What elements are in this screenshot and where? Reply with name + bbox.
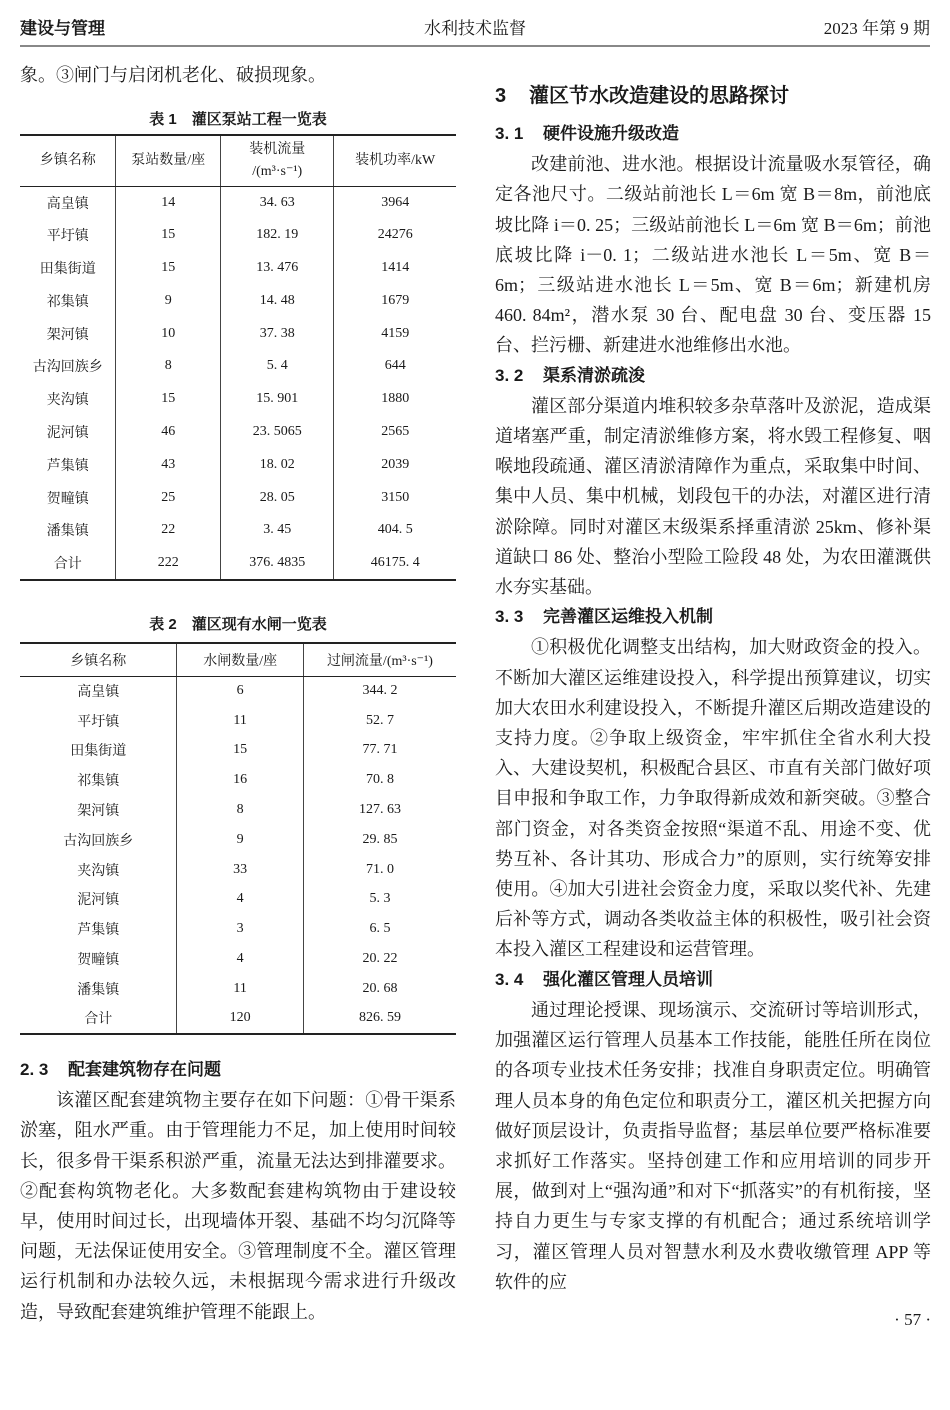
- paragraph: ①积极优化调整支出结构，加大财政资金的投入。不断加大灌区运维建设投入，科学提出预算建议，切实加大农田水利建设投入，不断提升灌区后期改造建设的支持力度。②争取上级资金，牢牢抓住全省水利大投入、大建设契机，积极配合县区、市直有关部门做好项目申报和争取工作，力争取得新成效和新突破。③整合部门资金，对各类资金按照“渠道不乱、用途不变、优势互补、各计其功、形成合力”的原则，实行统筹安排使用。④加大引进社会资金力度，采取以奖代补、先建后补等方式，调动各类收益主体的积极性，吸引社会资本投入灌区工程建设和运营管理。: [495, 637, 931, 960]
- section-number: 3. 4: [495, 969, 524, 989]
- table-cell: 1880: [334, 383, 456, 416]
- table-cell: 泥河镇: [77, 893, 120, 909]
- col-header: 过闸流量/(m³·s⁻¹): [303, 643, 456, 676]
- table-cell: 15: [116, 219, 221, 252]
- table-cell: 28. 05: [221, 481, 334, 514]
- table-cell: 43: [116, 448, 221, 481]
- table-cell: 夹沟镇: [46, 393, 89, 409]
- table-cell: 13. 476: [221, 252, 334, 285]
- table-pump-stations: [20, 134, 456, 581]
- table-cell: 344. 2: [303, 676, 456, 706]
- table-cell: 芦集镇: [46, 458, 89, 474]
- table-cell: 合计: [84, 1012, 113, 1028]
- table-cell: 24276: [334, 219, 456, 252]
- table-row: [20, 219, 456, 252]
- table-cell: 古沟回族乡: [63, 833, 134, 849]
- table-cell: 平圩镇: [46, 229, 89, 245]
- section-heading: [495, 602, 931, 632]
- table-cell: 8: [116, 350, 221, 383]
- section-title: 灌区节水改造建设的思路探讨: [529, 85, 789, 107]
- table-row: [20, 448, 456, 481]
- table-cell: 3964: [334, 186, 456, 219]
- table-row: [20, 481, 456, 514]
- col-header: 水闸数量/座: [177, 643, 303, 676]
- table-row: [20, 825, 456, 855]
- section-heading: [495, 76, 931, 116]
- table-row: [20, 416, 456, 449]
- section-title: 硬件设施升级改造: [543, 124, 679, 143]
- table-cell: 52. 7: [303, 706, 456, 736]
- section-number: 3. 2: [495, 365, 524, 385]
- table-cell: 9: [177, 825, 303, 855]
- table-cell: 34. 63: [221, 186, 334, 219]
- table-row: [20, 885, 456, 915]
- table-cell: 田集街道: [39, 261, 96, 277]
- table-cell: 15: [116, 252, 221, 285]
- table-cell: 11: [177, 974, 303, 1004]
- table-cell: 77. 71: [303, 736, 456, 766]
- table-cell: 4159: [334, 317, 456, 350]
- section-title: 渠系清淤疏浚: [543, 365, 645, 385]
- table-cell: 127. 63: [303, 795, 456, 825]
- table-cell: 8: [177, 795, 303, 825]
- table-cell: 贺疃镇: [46, 491, 89, 507]
- table2-caption: 表 2 灌区现有水闸一览表: [149, 616, 327, 633]
- page-number: · 57 ·: [894, 1309, 931, 1329]
- table-cell: 3: [177, 914, 303, 944]
- table-cell: 6: [177, 676, 303, 706]
- right-column: [495, 76, 931, 1345]
- col-header: 乡镇名称: [20, 135, 116, 186]
- table-cell: 33: [177, 855, 303, 885]
- table-cell: 高皇镇: [46, 196, 89, 212]
- table-row: [20, 1004, 456, 1034]
- section-3-1: [495, 119, 931, 361]
- table-cell: 3150: [334, 481, 456, 514]
- table-cell: 4: [177, 885, 303, 915]
- table-row: [20, 944, 456, 974]
- table-row: [20, 736, 456, 766]
- section-number: 3: [495, 85, 507, 107]
- table-cell: 2039: [334, 448, 456, 481]
- paragraph: 通过理论授课、现场演示、交流研讨等培训形式，加强灌区运行管理人员基本工作技能，能胜任所在岗位的各项专业技术任务安排；找准自身职责定位。明确管理人员本身的角色定位和职责分工，灌区机关把握方向做好顶层设计，负责指导监督；基层单位要严格标准要求抓好工作落实。坚持创建工作和应用培训的同步开展，做到对上“强沟通”和对下“抓落实”的有机衔接，坚持自力更生与专家支撑的有机配合；通过系统培训学习，灌区管理人员对智慧水利及水费收缴管理 APP 等软件的应: [495, 999, 931, 1292]
- intro-text: 象。③闸门与启闭机老化、破损现象。: [20, 65, 326, 85]
- table-cell: 20. 68: [303, 974, 456, 1004]
- section-heading: [20, 1055, 456, 1085]
- section-heading: [495, 361, 931, 391]
- table-cell: 1414: [334, 252, 456, 285]
- table-cell: 182. 19: [221, 219, 334, 252]
- table-cell: 田集街道: [70, 744, 127, 760]
- section-3-4: [495, 965, 931, 1297]
- table-cell: 29. 85: [303, 825, 456, 855]
- col-header: 泵站数量/座: [116, 135, 221, 186]
- table-cell: 15: [116, 383, 221, 416]
- table-cell: 376. 4835: [221, 547, 334, 580]
- table-row: [20, 547, 456, 580]
- table-cell: 222: [116, 547, 221, 580]
- section-title: 配套建筑物存在问题: [68, 1060, 221, 1079]
- table-cell: 贺疃镇: [77, 953, 120, 969]
- table-cell: 22: [116, 514, 221, 547]
- table-cell: 5. 3: [303, 885, 456, 915]
- table-cell: 15. 901: [221, 383, 334, 416]
- col-header-unit: /(m³·s⁻¹): [252, 163, 303, 179]
- section-heading: [495, 119, 931, 149]
- running-head-section: 建设与管理: [20, 19, 105, 38]
- section-2-3: [20, 1055, 456, 1327]
- table-cell: 25: [116, 481, 221, 514]
- table-cell: 夹沟镇: [77, 863, 120, 879]
- section-number: 3. 1: [495, 124, 524, 143]
- running-head-journal: 水利技术监督: [424, 19, 526, 38]
- table-cell: 架河镇: [77, 804, 120, 820]
- table-row: [20, 252, 456, 285]
- col-header: 乡镇名称: [20, 643, 177, 676]
- section-3-3: [495, 602, 931, 964]
- table-cell: 6. 5: [303, 914, 456, 944]
- table-cell: 15: [177, 736, 303, 766]
- table-cell: 18. 02: [221, 448, 334, 481]
- table-cell: 71. 0: [303, 855, 456, 885]
- table-cell: 古沟回族乡: [32, 360, 103, 376]
- table-cell: 10: [116, 317, 221, 350]
- table-cell: 2565: [334, 416, 456, 449]
- table-row: [20, 317, 456, 350]
- table-row: [20, 284, 456, 317]
- table-cell: 16: [177, 765, 303, 795]
- table-cell: 3. 45: [221, 514, 334, 547]
- table-cell: 祁集镇: [77, 774, 120, 790]
- col-header: 装机功率/kW: [334, 135, 456, 186]
- table-row: [20, 855, 456, 885]
- col-header-line: 装机流量: [249, 141, 306, 157]
- table-cell: 14: [116, 186, 221, 219]
- table-sluices: [20, 642, 456, 1035]
- paragraph: 改建前池、进水池。根据设计流量吸水泵管径，确定各池尺寸。二级站前池长 L＝6m 宽 B＝8m，前池底坡比降 i＝0. 25；三级站前池长 L＝6m 宽 B＝6m；前池底坡比降 i－0. 1；二级站进水池长 L＝5m、宽 B＝6m；三级站进水池长 L＝5m、宽 B＝6m；新建机房 460. 84m²，潜水泵 30 台、配电盘 30 台、变压器 15 台、拦污栅、新建进水池维修出水池。: [495, 154, 931, 356]
- table-row: [20, 514, 456, 547]
- table-cell: 1679: [334, 284, 456, 317]
- section-heading: [495, 965, 931, 995]
- table-cell: 20. 22: [303, 944, 456, 974]
- table-row: [20, 914, 456, 944]
- section-number: 2. 3: [20, 1060, 49, 1079]
- table-cell: 5. 4: [221, 350, 334, 383]
- table-cell: 404. 5: [334, 514, 456, 547]
- table-cell: 潘集镇: [77, 982, 120, 998]
- table-cell: 826. 59: [303, 1004, 456, 1034]
- header-rule: [20, 45, 930, 47]
- table-row: [20, 383, 456, 416]
- table-row: [20, 795, 456, 825]
- col-header: [221, 135, 334, 186]
- table-cell: 46: [116, 416, 221, 449]
- table-cell: 泥河镇: [46, 425, 89, 441]
- table-row: [20, 765, 456, 795]
- table-cell: 11: [177, 706, 303, 736]
- table-cell: 23. 5065: [221, 416, 334, 449]
- paragraph: 灌区部分渠道内堆积较多杂草落叶及淤泥，造成渠道堵塞严重，制定清淤维修方案，将水毁工程修复、咽喉地段疏通、灌区清淤清障作为重点，采取集中时间、集中人员、集中机械，划段包干的办法，对灌区进行清淤除障。同时对灌区末级渠系择重清淤 25km、修补渠道缺口 86 处、整治小型险工险段 48 处，为农田灌溉供水夯实基础。: [495, 395, 931, 598]
- table1-caption: 表 1 灌区泵站工程一览表: [149, 111, 327, 128]
- section-number: 3. 3: [495, 607, 524, 627]
- table-row: [20, 350, 456, 383]
- table-cell: 14. 48: [221, 284, 334, 317]
- table-cell: 祁集镇: [46, 294, 89, 310]
- table-cell: 37. 38: [221, 317, 334, 350]
- table-row: [20, 676, 456, 706]
- table-cell: 9: [116, 284, 221, 317]
- table-cell: 120: [177, 1004, 303, 1034]
- table-row: [20, 706, 456, 736]
- table-cell: 高皇镇: [77, 685, 120, 701]
- table-cell: 644: [334, 350, 456, 383]
- paragraph: 该灌区配套建筑物主要存在如下问题：①骨干渠系淤塞，阻水严重。由于管理能力不足，加上使用时间较长，很多骨干渠系积淤严重，流量无法达到排灌要求。②配套构筑物老化。大多数配套建构筑物由于建设较早，使用时间过长，出现墙体开裂、基础不均匀沉降等问题，无法保证使用安全。③管理制度不全。灌区管理运行机制和办法较久远，未根据现今需求进行升级改造，导致配套建筑维护管理不能跟上。: [20, 1090, 456, 1322]
- table-cell: 4: [177, 944, 303, 974]
- table-cell: 46175. 4: [334, 547, 456, 580]
- section-3-2: [495, 361, 931, 603]
- table-row: [20, 186, 456, 219]
- table-cell: 合计: [53, 556, 82, 572]
- table-cell: 架河镇: [46, 327, 89, 343]
- section-title: 完善灌区运维投入机制: [543, 607, 713, 627]
- table-cell: 芦集镇: [77, 923, 120, 939]
- table-cell: 70. 8: [303, 765, 456, 795]
- table-cell: 平圩镇: [77, 714, 120, 730]
- running-head-issue: 2023 年第 9 期: [823, 19, 930, 38]
- section-title: 强化灌区管理人员培训: [543, 969, 713, 989]
- table-cell: 潘集镇: [46, 524, 89, 540]
- table-row: [20, 974, 456, 1004]
